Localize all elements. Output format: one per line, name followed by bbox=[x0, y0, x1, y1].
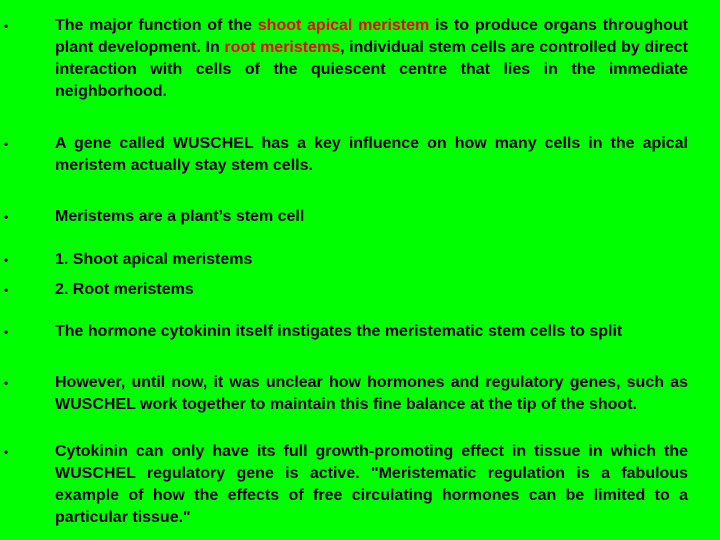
bullet-text: Cytokinin can only have its full growth-promoting effect in tissue in which the WUSCHEL regulatory gene is active. "Meristematic regulation is a fabulous example of how the effects of free circulating hormones can be limited to a particular tissue." bbox=[55, 443, 688, 526]
highlight-root-meristems: root meristems bbox=[224, 39, 341, 56]
bullet-dot: • bbox=[4, 283, 9, 297]
bullet-dot: • bbox=[4, 253, 9, 267]
bullet-text: However, until now, it was unclear how hormones and regulatory genes, such as WUSCHEL work together to maintain this fine balance at the tip of the shoot. bbox=[55, 374, 688, 413]
bullet-text: The major function of the shoot apical meristem is to produce organs throughout plant development. In root meristems, individual stem cells are controlled by direct interaction with cells of the quiescent centre that lies in the immediate neighborhood. bbox=[55, 17, 689, 100]
bullet-text: The hormone cytokinin itself instigates the meristematic stem cells to split bbox=[55, 323, 623, 340]
bullet-dot: • bbox=[4, 137, 9, 151]
bullet-dot: • bbox=[4, 445, 9, 459]
bullet-text: 1. Shoot apical meristems bbox=[55, 251, 253, 268]
bullet-text: Meristems are a plant’s stem cell bbox=[55, 208, 305, 225]
highlight-shoot-apical-meristem: shoot apical meristem bbox=[257, 17, 430, 34]
bullet-dot: • bbox=[4, 19, 9, 33]
bullet-dot: • bbox=[4, 325, 9, 339]
bullet-text: A gene called WUSCHEL has a key influence on how many cells in the apical meristem actually stay stem cells. bbox=[55, 135, 688, 174]
bullet-text: 2. Root meristems bbox=[55, 281, 194, 298]
bullet-dot: • bbox=[4, 210, 9, 224]
bullet-dot: • bbox=[4, 376, 9, 390]
